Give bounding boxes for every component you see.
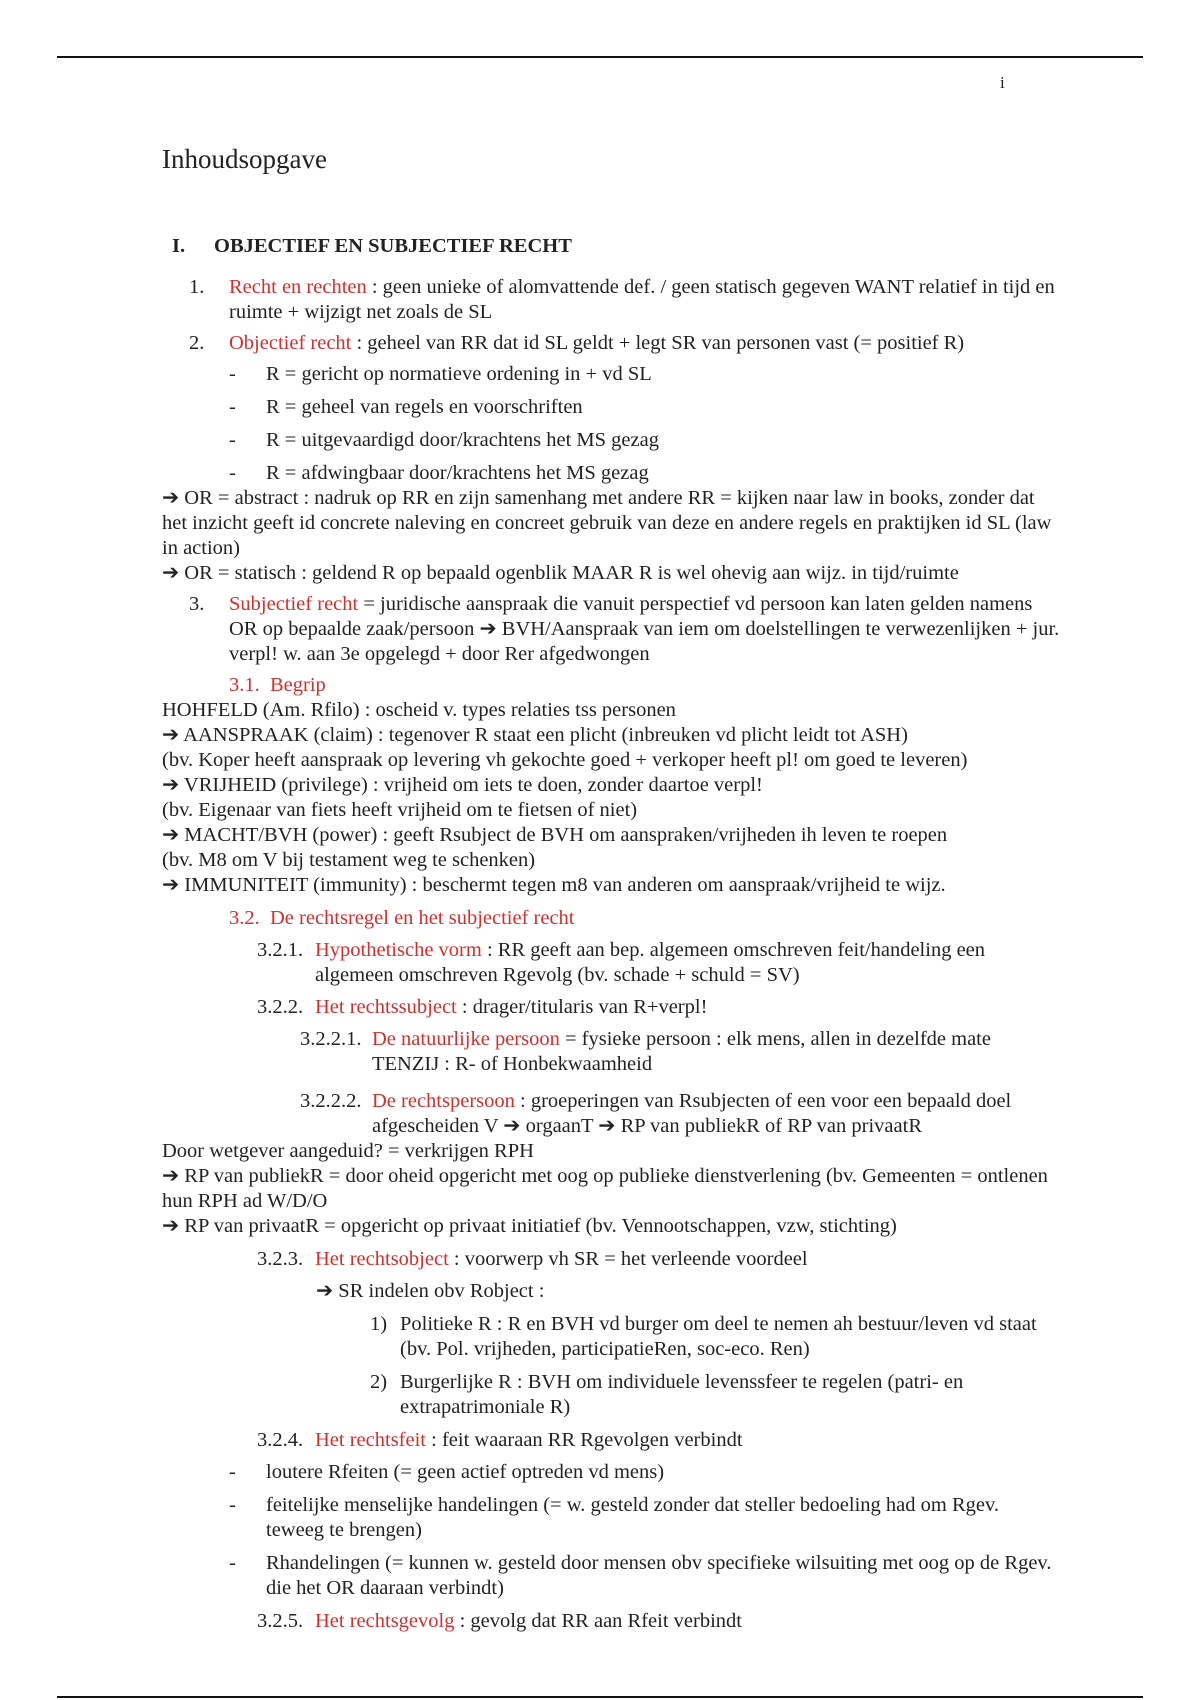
definition: : geen unieke of alomvattende def. / geen statisch gegeven WANT relatief in tijd en ruimte + wijzigt net zoals de SL [229,276,1055,323]
toc-item-recht-en-rechten [162,275,1062,325]
definition: : geheel van RR dat id SL geldt + legt SR van personen vast (= positief R) [351,332,965,354]
hohfeld-line: (bv. M8 om V bij testament weg te schenken) [162,849,536,871]
list-item: - R = uitgevaardigd door/krachtens het MS gezag [229,429,659,451]
subsection-begrip: 3.1. Begrip [229,674,326,696]
item-number: 1. [189,276,205,298]
section-title: OBJECTIEF EN SUBJECTIEF RECHT [214,235,572,257]
enum-item: 2) Burgerlijke R : BVH om individuele levenssfeer te regelen (patri- en extrapatrimoniale R) [370,1371,964,1418]
note-abstract: ➔ OR = abstract : nadruk op RR en zijn samenhang met andere RR = kijken naar law in books, zonder dat het inzicht geeft id concrete naleving en concreet gebruik van deze en andere regels en praktijken id SL (law in action) [162,487,1052,559]
list-item: - loutere Rfeiten (= geen actief optreden vd mens) [229,1461,665,1483]
rp-line: ➔ RP van privaatR = opgericht op privaat initiatief (bv. Vennootschappen, vzw, stichting) [162,1215,897,1237]
hohfeld-line: (bv. Eigenaar van fiets heeft vrijheid om te fietsen of niet) [162,799,638,821]
footer-rule [57,1696,1143,1698]
list-item: - R = gericht op normatieve ordening in + vd SL [229,363,652,385]
hohfeld-line: (bv. Koper heeft aanspraak op levering vh gekochte goed + verkoper heeft pl! om goed te leveren) [162,749,968,771]
list-item: - Rhandelingen (= kunnen w. gesteld door mensen obv specifieke wilsuiting met oog op de Rgev. die het OR daaraan verbindt) [229,1552,1052,1599]
list-item: - feitelijke menselijke handelingen (= w. gesteld zonder dat steller bedoeling had om Rgev. teweeg te brengen) [229,1494,1000,1541]
item-number: 2. [189,332,205,354]
list-item: - R = geheel van regels en voorschriften [229,396,583,418]
subsection-rechtsgevolg: 3.2.5. Het rechtsgevolg : gevolg dat RR aan Rfeit verbindt [257,1610,742,1632]
note-statisch: ➔ OR = statisch : geldend R op bepaald ogenblik MAAR R is wel ohevig aan wijz. in tijd/ruimte [162,562,959,584]
subsection-rechtsobject: 3.2.3. Het rechtsobject : voorwerp vh SR = het verleende voordeel [257,1248,808,1270]
subsection-natuurlijke-persoon: 3.2.2.1. De natuurlijke persoon = fysieke persoon : elk mens, allen in dezelfde mate TENZIJ : R- of Honbekwaamheid [300,1028,991,1075]
term: Recht en rechten [229,276,367,298]
toc-content [162,234,1062,1641]
term: Subjectief recht [229,593,359,615]
section-number: I. [172,235,186,257]
rp-line: Door wetgever aangeduid? = verkrijgen RPH [162,1140,534,1162]
page-number: i [1000,73,1005,92]
page-title: Inhoudsopgave [162,144,327,174]
hohfeld-line: ➔ VRIJHEID (privilege) : vrijheid om iets te doen, zonder daartoe verpl! [162,774,763,796]
subsection-rechtssubject: 3.2.2. Het rechtssubject : drager/titularis van R+verpl! [257,996,708,1018]
definition: = juridische aanspraak die vanuit perspectief vd persoon kan laten gelden namens OR op bepaalde zaak/persoon ➔ BVH/Aanspraak van iem om doelstellingen te verwezenlijken + jur. verpl! w. aan 3e opgelegd + door Rer afgedwongen [229,593,1060,665]
sr-indelen: ➔ SR indelen obv Robject : [316,1280,545,1302]
list-item: - R = afdwingbaar door/krachtens het MS gezag [229,462,649,484]
section-heading [162,234,1062,259]
subsection-rechtsregel: 3.2. De rechtsregel en het subjectief recht [229,907,575,929]
rp-line: ➔ RP van publiekR = door oheid opgericht met oog op publieke dienstverlening (bv. Gemeenten = ontlenen hun RPH ad W/D/O [162,1165,1048,1212]
hohfeld-line: HOHFELD (Am. Rfilo) : oscheid v. types relaties tss personen [162,699,676,721]
term: Objectief recht [229,332,352,354]
toc-item-subjectief-recht [162,592,1062,667]
hohfeld-line: ➔ MACHT/BVH (power) : geeft Rsubject de BVH om aanspraken/vrijheden ih leven te roepen [162,824,948,846]
hohfeld-line: ➔ IMMUNITEIT (immunity) : beschermt tegen m8 van anderen om aanspraak/vrijheid te wijz. [162,874,946,896]
hohfeld-line: ➔ AANSPRAAK (claim) : tegenover R staat een plicht (inbreuken vd plicht leidt tot ASH) [162,724,908,746]
enum-item: 1) Politieke R : R en BVH vd burger om deel te nemen ah bestuur/leven vd staat (bv. Pol. vrijheden, participatieRen, soc-eco. Ren) [370,1313,1037,1360]
item-number: 3. [189,593,205,615]
subsection-rechtsfeit: 3.2.4. Het rechtsfeit : feit waaraan RR Rgevolgen verbindt [257,1429,743,1451]
header-rule [57,56,1143,58]
subsection-hypothetische-vorm: 3.2.1. Hypothetische vorm : RR geeft aan bep. algemeen omschreven feit/handeling een algemeen omschreven Rgevolg (bv. schade + schuld = SV) [257,939,986,986]
toc-item-objectief-recht [162,331,1062,356]
subsection-rechtspersoon: 3.2.2.2. De rechtspersoon : groeperingen van Rsubjecten of een voor een bepaald doel afgescheiden V ➔ orgaanT ➔ RP van publiekR of RP van privaatR [300,1090,1012,1137]
